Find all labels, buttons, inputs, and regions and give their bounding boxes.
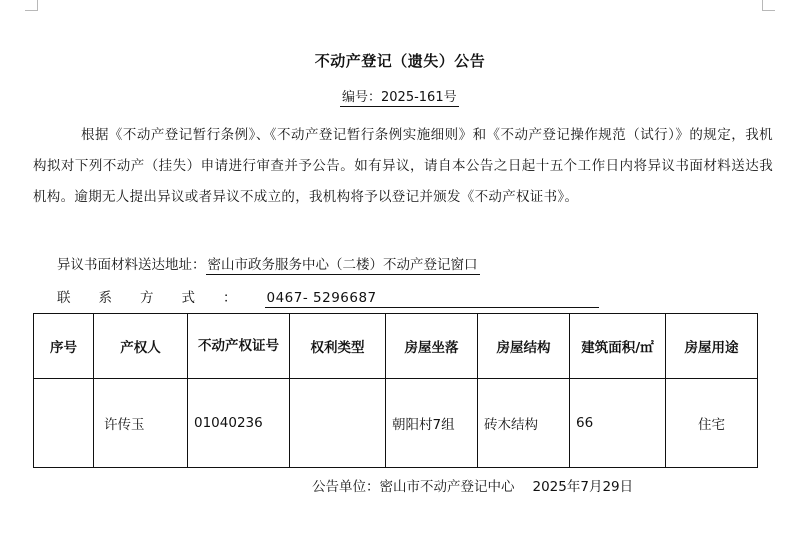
document-number: 编号：2025-161号 [340, 86, 459, 107]
header-serial: 序号 [34, 314, 94, 379]
header-structure: 房屋结构 [478, 314, 570, 379]
notice-body: 根据《不动产登记暂行条例》、《不动产登记暂行条例实施细则》和《不动产登记操作规范（试行）》的规定，我机构拟对下列不动产（挂失）申请进行审查并予公告。如有异议，请自本公告之日起十五个工作日内将异议书面材料送达我机构。逾期无人提出异议或者异议不成立的，我机构将予以登记并颁发《不动产权证书》。 [33, 127, 773, 205]
page-corner-mark [762, 0, 775, 11]
header-right-type: 权利类型 [290, 314, 386, 379]
address-value: 密山市政务服务中心（二楼）不动产登记窗口 [207, 257, 478, 273]
page-corner-mark [25, 0, 38, 11]
issuing-unit: 公告单位：密山市不动产登记中心 [312, 479, 515, 495]
contact-phone: 0467- 5296687 [265, 290, 599, 308]
contact-line [57, 286, 599, 308]
cell-usage: 住宅 [666, 379, 758, 468]
property-table [33, 313, 758, 468]
objection-address-line [57, 253, 480, 273]
notice-footer [312, 475, 633, 495]
header-certificate-number: 不动产权证号 [188, 314, 290, 379]
cell-structure: 砖木结构 [478, 379, 570, 468]
cell-right-type [290, 379, 386, 468]
address-label: 异议书面材料送达地址： [57, 257, 206, 273]
cell-certificate-number: 01040236 [188, 379, 290, 468]
cell-owner: 许传玉 [94, 379, 188, 468]
cell-serial [34, 379, 94, 468]
header-owner: 产权人 [94, 314, 188, 379]
header-floor-area: 建筑面积/㎡ [570, 314, 666, 379]
table-header-row [34, 314, 758, 379]
cell-floor-area: 66 [570, 379, 666, 468]
table-row [34, 379, 758, 468]
notice-title: 不动产登记（遗失）公告 [314, 52, 486, 70]
header-location: 房屋坐落 [386, 314, 478, 379]
cell-location: 朝阳村7组 [386, 379, 478, 468]
contact-label: 联系方式： [57, 290, 265, 306]
header-usage: 房屋用途 [666, 314, 758, 379]
issue-date: 2025年7月29日 [532, 479, 634, 495]
